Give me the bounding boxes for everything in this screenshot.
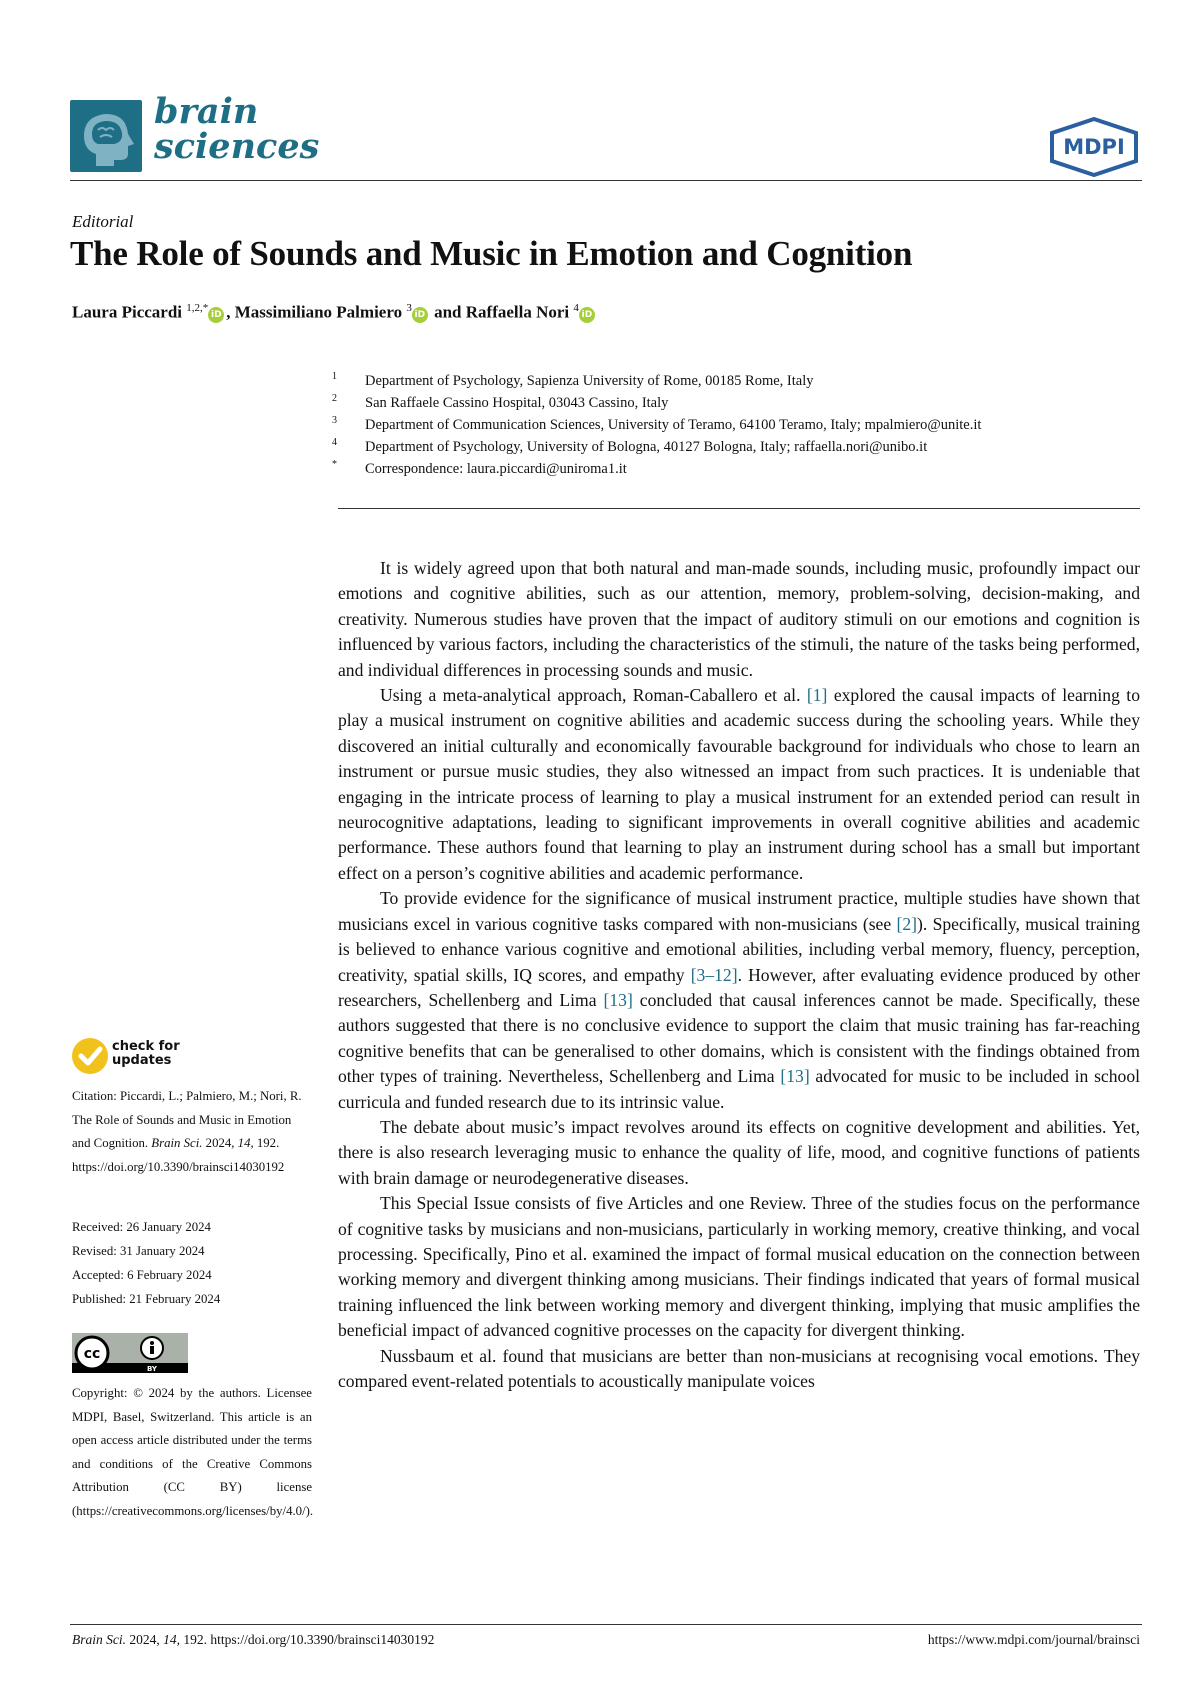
check-for-updates-badge[interactable] (72, 1038, 192, 1078)
footer-year: 2024, (129, 1632, 160, 1647)
affiliation-text: San Raffaele Cassino Hospital, 03043 Cassino, Italy (365, 395, 669, 411)
article-body (338, 556, 1140, 1394)
body-text-run: ). Specifically, musical training is believed to enhance various cognitive and emotional abilities, including verbal memory, fluency, perception, creativity, spatial skills, IQ scores, and empathy (338, 913, 1140, 985)
affiliation-text: Department of Psychology, Sapienza University of Rome, 00185 Rome, Italy (365, 373, 814, 389)
mdpi-logo-text: MDPI (1063, 135, 1125, 159)
check-updates-line2: updates (112, 1053, 172, 1068)
citation-link[interactable]: [1] (806, 685, 828, 706)
affiliation-item (332, 392, 1138, 414)
header-divider (70, 180, 1142, 181)
correspondence-item (332, 458, 1138, 480)
citation-link[interactable]: [3–12] (690, 964, 738, 985)
body-paragraph (338, 886, 1140, 1115)
article-type: Editorial (72, 212, 134, 231)
affiliation-text: Department of Psychology, University of Bologna, 40127 Bologna, Italy; raffaella.nori@unibo.it (365, 439, 928, 455)
check-updates-label (112, 1040, 180, 1068)
affiliation-item (332, 436, 1138, 458)
affiliation-number: * (332, 459, 337, 470)
publication-dates (72, 1216, 312, 1312)
body-text-run: Using a meta-analytical approach, Roman-Caballero et al. (380, 685, 807, 706)
orcid-icon[interactable]: iD (208, 307, 224, 323)
revised-date: Revised: 31 January 2024 (72, 1244, 205, 1258)
body-text-run: To provide evidence for the significance of musical instrument practice, multiple studies have shown that musicians excel in various cognitive tasks compared with non-musicians (see (338, 888, 1140, 934)
correspondence-text: Correspondence: laura.piccardi@uniroma1.it (365, 461, 627, 477)
body-paragraph: It is widely agreed upon that both natural and man-made sounds, including music, profoundly impact our emotions and cognitive abilities, such as our attention, memory, problem-solving, decision-making, and creativity. Numerous studies have proven that the impact of auditory stimuli on our emotions and cognition is influenced by various factors, including the characteristics of the stimuli, the nature of the tasks being performed, and individual differences in processing sounds and music. (338, 558, 1140, 680)
by-label: BY (146, 1365, 158, 1373)
author-affiliation-sup: 1,2,* (186, 302, 209, 314)
article-title: The Role of Sounds and Music in Emotion and Cognition (70, 234, 913, 273)
affiliation-number: 1 (332, 371, 337, 382)
cc-icon: cc (83, 1346, 101, 1362)
affiliation-number: 4 (332, 437, 337, 448)
body-text-run: explored the causal impacts of learning to play a musical instrument on cognitive abilities and academic success during the schooling years. While they discovered an initial culturally and economically favourable background for individuals who chose to learn an instrument or pursue music studies, they also witnessed an impact from such practices. It is undeniable that engaging in the intricate process of learning to play a musical instrument for an extended period can result in neurocognitive adaptations, leading to significant improvements in overall cognitive abilities and academic performance. These authors found that learning to play an instrument during school has a small but important effect on a person’s cognitive abilities and academic performance. (338, 685, 1140, 883)
body-paragraph (338, 683, 1140, 886)
author-separator: , (226, 302, 235, 322)
published-date: Published: 21 February 2024 (72, 1292, 221, 1306)
body-text-run: . However, after evaluating evidence produced by other researchers, Schellenberg and Lima (338, 964, 1140, 1010)
affiliation-item (332, 370, 1138, 392)
orcid-icon[interactable]: iD (412, 307, 428, 323)
journal-name (154, 91, 320, 167)
citation-link[interactable]: [2] (896, 913, 918, 934)
footer-doi[interactable]: 192. https://doi.org/10.3390/brainsci14030192 (183, 1632, 435, 1647)
journal-name-line2: sciences (154, 126, 320, 167)
author-name[interactable]: Raffaella Nori (465, 302, 570, 322)
author-name[interactable]: Laura Piccardi (72, 302, 183, 322)
body-paragraph: Nussbaum et al. found that musicians are better than non-musicians at recognising vocal emotions. They compared event-related potentials to acoustically manipulate voices (338, 1345, 1140, 1391)
author-list (72, 302, 597, 323)
affiliation-text: Department of Communication Sciences, University of Teramo, 64100 Teramo, Italy; mpalmiero@unite.it (365, 417, 982, 433)
affiliation-divider (338, 508, 1140, 509)
citation-year: 2024, (205, 1136, 235, 1150)
footer-volume: 14, (163, 1632, 180, 1647)
author-separator: and (429, 302, 466, 322)
journal-logo (70, 91, 340, 174)
citation-journal: Brain Sci. (151, 1136, 203, 1150)
attribution-person-icon (150, 1341, 154, 1345)
footer-journal-url[interactable]: https://www.mdpi.com/journal/brainsci (927, 1632, 1140, 1647)
cc-by-license-badge[interactable] (72, 1333, 188, 1373)
received-date: Received: 26 January 2024 (72, 1220, 211, 1234)
mdpi-logo (1048, 117, 1140, 177)
citation-doi[interactable]: 192. https://doi.org/10.3390/brainsci14030192 (72, 1136, 285, 1174)
citation-link[interactable]: [13] (780, 1066, 810, 1087)
citation-text: Piccardi, L.; Palmiero, M.; Nori, R. The Role of Sounds and Music in Emotion and Cognition. (72, 1089, 302, 1150)
body-text-run: concluded that causal inferences cannot be made. Specifically, these authors suggested that there is no conclusive evidence to support the claim that music training has far-reaching cognitive benefits that can be generalised to other domains, which is consistent with the findings obtained from other types of training. Nevertheless, Schellenberg and Lima (338, 989, 1140, 1087)
author-affiliation-sup: 3 (406, 302, 412, 314)
affiliation-item (332, 414, 1138, 436)
footer-divider (70, 1624, 1142, 1625)
body-paragraph: This Special Issue consists of five Articles and one Review. Three of the studies focus on the performance of cognitive tasks by musicians and non-musicians, particularly in working memory, creative thinking, and vocal processing. Specifically, Pino et al. examined the impact of formal musical education on the connection between working memory and divergent thinking among musicians. Their findings indicated that years of formal musical training influenced the link between working memory and divergent thinking, implying that music amplifies the beneficial impact of advanced cognitive processes on the capacity for divergent thinking. (338, 1193, 1140, 1341)
footer-citation (72, 1632, 434, 1648)
journal-name-line1: brain (154, 91, 259, 132)
citation-block (72, 1085, 312, 1179)
check-updates-line1: check for (112, 1039, 180, 1054)
citation-link[interactable]: [13] (603, 989, 633, 1010)
checkmark-icon (72, 1038, 108, 1074)
orcid-icon[interactable]: iD (579, 307, 595, 323)
affiliation-number: 3 (332, 415, 337, 426)
affiliation-number: 2 (332, 393, 337, 404)
body-text-run: advocated for music to be included in school curricula and funded research due to its intrinsic value. (338, 1066, 1141, 1112)
citation-volume: 14, (237, 1136, 254, 1150)
affiliation-list (332, 370, 1138, 480)
body-paragraph: The debate about music’s impact revolves around its effects on cognitive development and abilities. Yet, there is also research leveraging music to enhance the quality of life, mood, and cognitive functions of patients with brain damage or neurodegenerative diseases. (338, 1116, 1140, 1188)
citation-label: Citation: (72, 1089, 117, 1103)
footer-journal: Brain Sci. (72, 1632, 126, 1647)
accepted-date: Accepted: 6 February 2024 (72, 1268, 212, 1282)
author-name[interactable]: Massimiliano Palmiero (234, 302, 403, 322)
copyright-notice: Copyright: © 2024 by the authors. Licensee MDPI, Basel, Switzerland. This article is an open access article distributed under the terms and conditions of the Creative Commons Attribution (CC BY) license (https://creativecommons.org/licenses/by/4.0/). (72, 1386, 314, 1518)
author-affiliation-sup: 4 (573, 302, 579, 314)
brain-head-icon (70, 100, 142, 172)
